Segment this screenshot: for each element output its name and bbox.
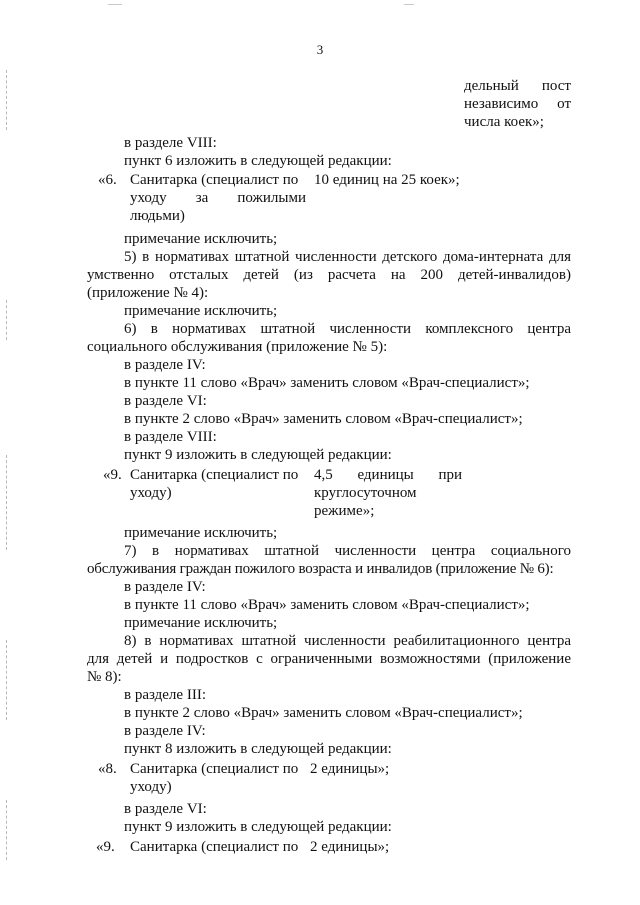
paragraph-item-5: 5) в нормативах штатной численности детского дома-интерната для	[124, 249, 571, 265]
instruction-line: в пункте 2 слово «Врач» заменить словом «Врач-специалист»;	[124, 411, 523, 427]
table-cell-tail: числа коек»;	[464, 114, 544, 130]
section-heading: в разделе VI:	[124, 393, 207, 409]
table-row-name: Санитарка (специалист по	[130, 467, 299, 483]
left-edge-mark	[6, 70, 7, 130]
paragraph-item-5: (приложение № 4):	[87, 285, 209, 301]
table-row-number: «9.	[103, 467, 122, 483]
name-word: пожилыми	[237, 190, 306, 206]
instruction-line: пункт 9 изложить в следующей редакции:	[124, 447, 392, 463]
top-edge-mark	[108, 4, 122, 5]
instruction-line: в пункте 11 слово «Врач» заменить словом «Врач-специалист»;	[124, 597, 530, 613]
table-cell-tail	[464, 77, 571, 95]
top-edge-mark	[404, 4, 414, 5]
value-word: при	[438, 467, 462, 483]
page-number: 3	[316, 42, 324, 57]
paragraph-item-8: 8) в нормативах штатной численности реабилитационного центра	[124, 633, 571, 649]
section-heading: в разделе III:	[124, 687, 206, 703]
table-row-name: Санитарка (специалист по	[130, 172, 299, 188]
paragraph-item-6: 6) в нормативах штатной численности комплексного центра	[124, 321, 571, 337]
table-row-name: Санитарка (специалист по	[130, 761, 299, 777]
table-row-value: 2 единицы»;	[310, 839, 390, 855]
section-heading: в разделе VIII:	[124, 429, 217, 445]
note-line: примечание исключить;	[124, 303, 278, 319]
tail-word: дельный	[464, 78, 519, 94]
left-edge-mark	[6, 455, 7, 550]
section-heading: в разделе IV:	[124, 579, 206, 595]
section-heading: в разделе VIII:	[124, 135, 217, 151]
table-row-number: «9.	[96, 839, 115, 855]
table-row-name: людьми)	[130, 208, 185, 224]
table-row-number: «8.	[98, 761, 117, 777]
note-line: примечание исключить;	[124, 525, 278, 541]
table-row-value: режиме»;	[314, 503, 375, 519]
left-edge-mark	[6, 300, 7, 340]
table-row-name	[130, 189, 306, 207]
table-row-value: 2 единицы»;	[310, 761, 390, 777]
value-word: 4,5	[314, 467, 333, 483]
tail-word: независимо	[464, 96, 539, 112]
table-row-name: уходу)	[130, 779, 172, 795]
table-row-name: Санитарка (специалист по	[130, 839, 299, 855]
section-heading: в разделе IV:	[124, 723, 206, 739]
left-edge-mark	[6, 800, 7, 860]
left-edge-mark	[6, 640, 7, 720]
paragraph-item-7: 7) в нормативах штатной численности центра социального	[124, 543, 571, 559]
table-row-value	[314, 466, 462, 484]
note-line: примечание исключить;	[124, 615, 278, 631]
value-word: единицы	[357, 467, 414, 483]
paragraph-item-5: умственно отсталых детей (из расчета на 200 детей-инвалидов)	[87, 267, 571, 283]
table-cell-tail	[464, 95, 571, 113]
paragraph-item-8: № 8):	[87, 669, 122, 685]
section-heading: в разделе VI:	[124, 801, 207, 817]
paragraph-item-8: для детей и подростков с ограниченными возможностями (приложение	[87, 651, 571, 667]
table-row-number: «6.	[98, 172, 117, 188]
instruction-line: в пункте 2 слово «Врач» заменить словом «Врач-специалист»;	[124, 705, 523, 721]
instruction-line: в пункте 11 слово «Врач» заменить словом «Врач-специалист»;	[124, 375, 530, 391]
note-line: примечание исключить;	[124, 231, 278, 247]
tail-word: от	[557, 96, 571, 112]
table-row-value: 10 единиц на 25 коек»;	[314, 172, 460, 188]
section-heading: в разделе IV:	[124, 357, 206, 373]
paragraph-item-6: социального обслуживания (приложение № 5):	[87, 339, 388, 355]
instruction-line: пункт 6 изложить в следующей редакции:	[124, 153, 392, 169]
instruction-line: пункт 8 изложить в следующей редакции:	[124, 741, 392, 757]
name-word: уходу	[130, 190, 167, 206]
table-row-name: уходу)	[130, 485, 172, 501]
paragraph-item-7: обслуживания граждан пожилого возраста и инвалидов (приложение № 6):	[87, 561, 554, 577]
name-word: за	[195, 190, 209, 206]
tail-word: пост	[541, 78, 571, 94]
instruction-line: пункт 9 изложить в следующей редакции:	[124, 819, 392, 835]
table-row-value: круглосуточном	[314, 485, 417, 501]
